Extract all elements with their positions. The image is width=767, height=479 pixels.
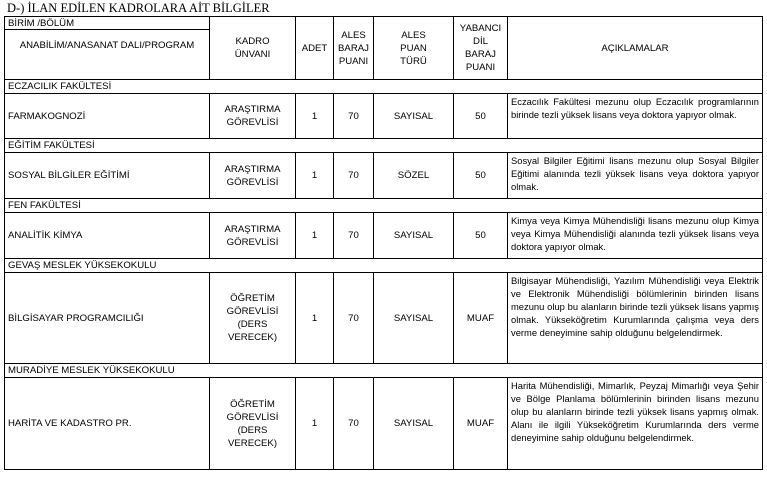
position-row (5, 213, 763, 259)
ales-threshold: 70 (334, 94, 374, 139)
program-name: FARMAKOGNOZİ (5, 94, 210, 139)
ales-type: SAYISAL (374, 213, 454, 259)
language-threshold: MUAF (454, 273, 508, 364)
position-count: 1 (296, 378, 334, 470)
positions-table (4, 16, 763, 470)
position-notes: Eczacılık Fakültesi mezunu olup Eczacılık programlarının birinde tezli yüksek lisans veya doktora yapıyor olmak. (508, 94, 763, 139)
position-row (5, 94, 763, 139)
unit-column-header (5, 17, 210, 80)
faculty-row: EĞİTİM FAKÜLTESİ (5, 139, 763, 153)
position-count: 1 (296, 213, 334, 259)
ales-threshold: 70 (334, 273, 374, 364)
program-name: BİLGİSAYAR PROGRAMCILIĞI (5, 273, 210, 364)
position-count: 1 (296, 94, 334, 139)
ales-type: SAYISAL (374, 378, 454, 470)
program-name: SOSYAL BİLGİLER EĞİTİMİ (5, 153, 210, 199)
position-notes: Sosyal Bilgiler Eğitimi lisans mezunu olup Sosyal Bilgiler Eğitimi alanında tezli yüksek lisans veya doktora yapıyor olmak. (508, 153, 763, 199)
position-title: ARAŞTIRMA GÖREVLİSİ (210, 94, 296, 139)
position-notes: Kimya veya Kimya Mühendisliği lisans mezunu olup Kimya veya Kimya Mühendisliği alanında tezli yüksek lisans veya doktora yapıyor olmak. (508, 213, 763, 259)
page-heading: D-) İLAN EDİLEN KADROLARA AİT BİLGİLER (7, 1, 270, 15)
ales-type: SAYISAL (374, 94, 454, 139)
ales-type: SÖZEL (374, 153, 454, 199)
position-title: ARAŞTIRMA GÖREVLİSİ (210, 153, 296, 199)
faculty-row: MURADİYE MESLEK YÜKSEKOKULU (5, 364, 763, 378)
unit-header-line2: ANABİLİM/ANASANAT DALI/PROGRAM (19, 40, 195, 51)
position-count: 1 (296, 273, 334, 364)
faculty-row: FEN FAKÜLTESİ (5, 199, 763, 213)
ales-threshold: 70 (334, 213, 374, 259)
language-threshold: MUAF (454, 378, 508, 470)
ales-threshold: 70 (334, 153, 374, 199)
unit-header-line1: BİRİM /BÖLÜM (5, 17, 209, 30)
position-row (5, 273, 763, 364)
ales-type-column-header: ALES PUAN TÜRÜ (374, 17, 454, 80)
position-title: ÖĞRETİM GÖREVLİSİ (DERS VERECEK) (210, 378, 296, 470)
ales-threshold: 70 (334, 378, 374, 470)
position-row (5, 378, 763, 470)
position-count: 1 (296, 153, 334, 199)
language-threshold: 50 (454, 94, 508, 139)
position-notes: Harita Mühendisliği, Mimarlık, Peyzaj Mimarlığı veya Şehir ve Bölge Planlama bölümlerinin birinden lisans mezunu olup bu alanların birinde tezli yüksek lisans yapmış olmak. Alanı ile ilgili Yükseköğretim Kurumlarında ders verme deneyimine sahip olduğunu belgelendirmek. (508, 378, 763, 470)
title-column-header: KADRO ÜNVANI (210, 17, 296, 80)
foreign-language-column-header: YABANCI DİL BARAJ PUANI (454, 17, 508, 80)
program-name: HARİTA VE KADASTRO PR. (5, 378, 210, 470)
faculty-row: ECZACILIK FAKÜLTESİ (5, 80, 763, 94)
ales-threshold-column-header: ALES BARAJ PUANI (334, 17, 374, 80)
language-threshold: 50 (454, 213, 508, 259)
table-header-row (5, 17, 763, 80)
notes-column-header: AÇIKLAMALAR (508, 17, 763, 80)
ales-type: SAYISAL (374, 273, 454, 364)
count-column-header: ADET (296, 17, 334, 80)
faculty-row: GEVAŞ MESLEK YÜKSEKOKULU (5, 259, 763, 273)
position-title: ARAŞTIRMA GÖREVLİSİ (210, 213, 296, 259)
language-threshold: 50 (454, 153, 508, 199)
position-notes: Bilgisayar Mühendisliği, Yazılım Mühendisliği veya Elektrik ve Elektronik Mühendisliği bölümlerinin birinden lisans mezunu olup bu alanların birinde tezli yüksek lisans yapmış olmak. Yükseköğretim Kurumlarında çalışma veya ders verme deneyimine sahip olduğunu belgelendirmek. (508, 273, 763, 364)
position-row (5, 153, 763, 199)
position-title: ÖĞRETİM GÖREVLİSİ (DERS VERECEK) (210, 273, 296, 364)
program-name: ANALİTİK KİMYA (5, 213, 210, 259)
